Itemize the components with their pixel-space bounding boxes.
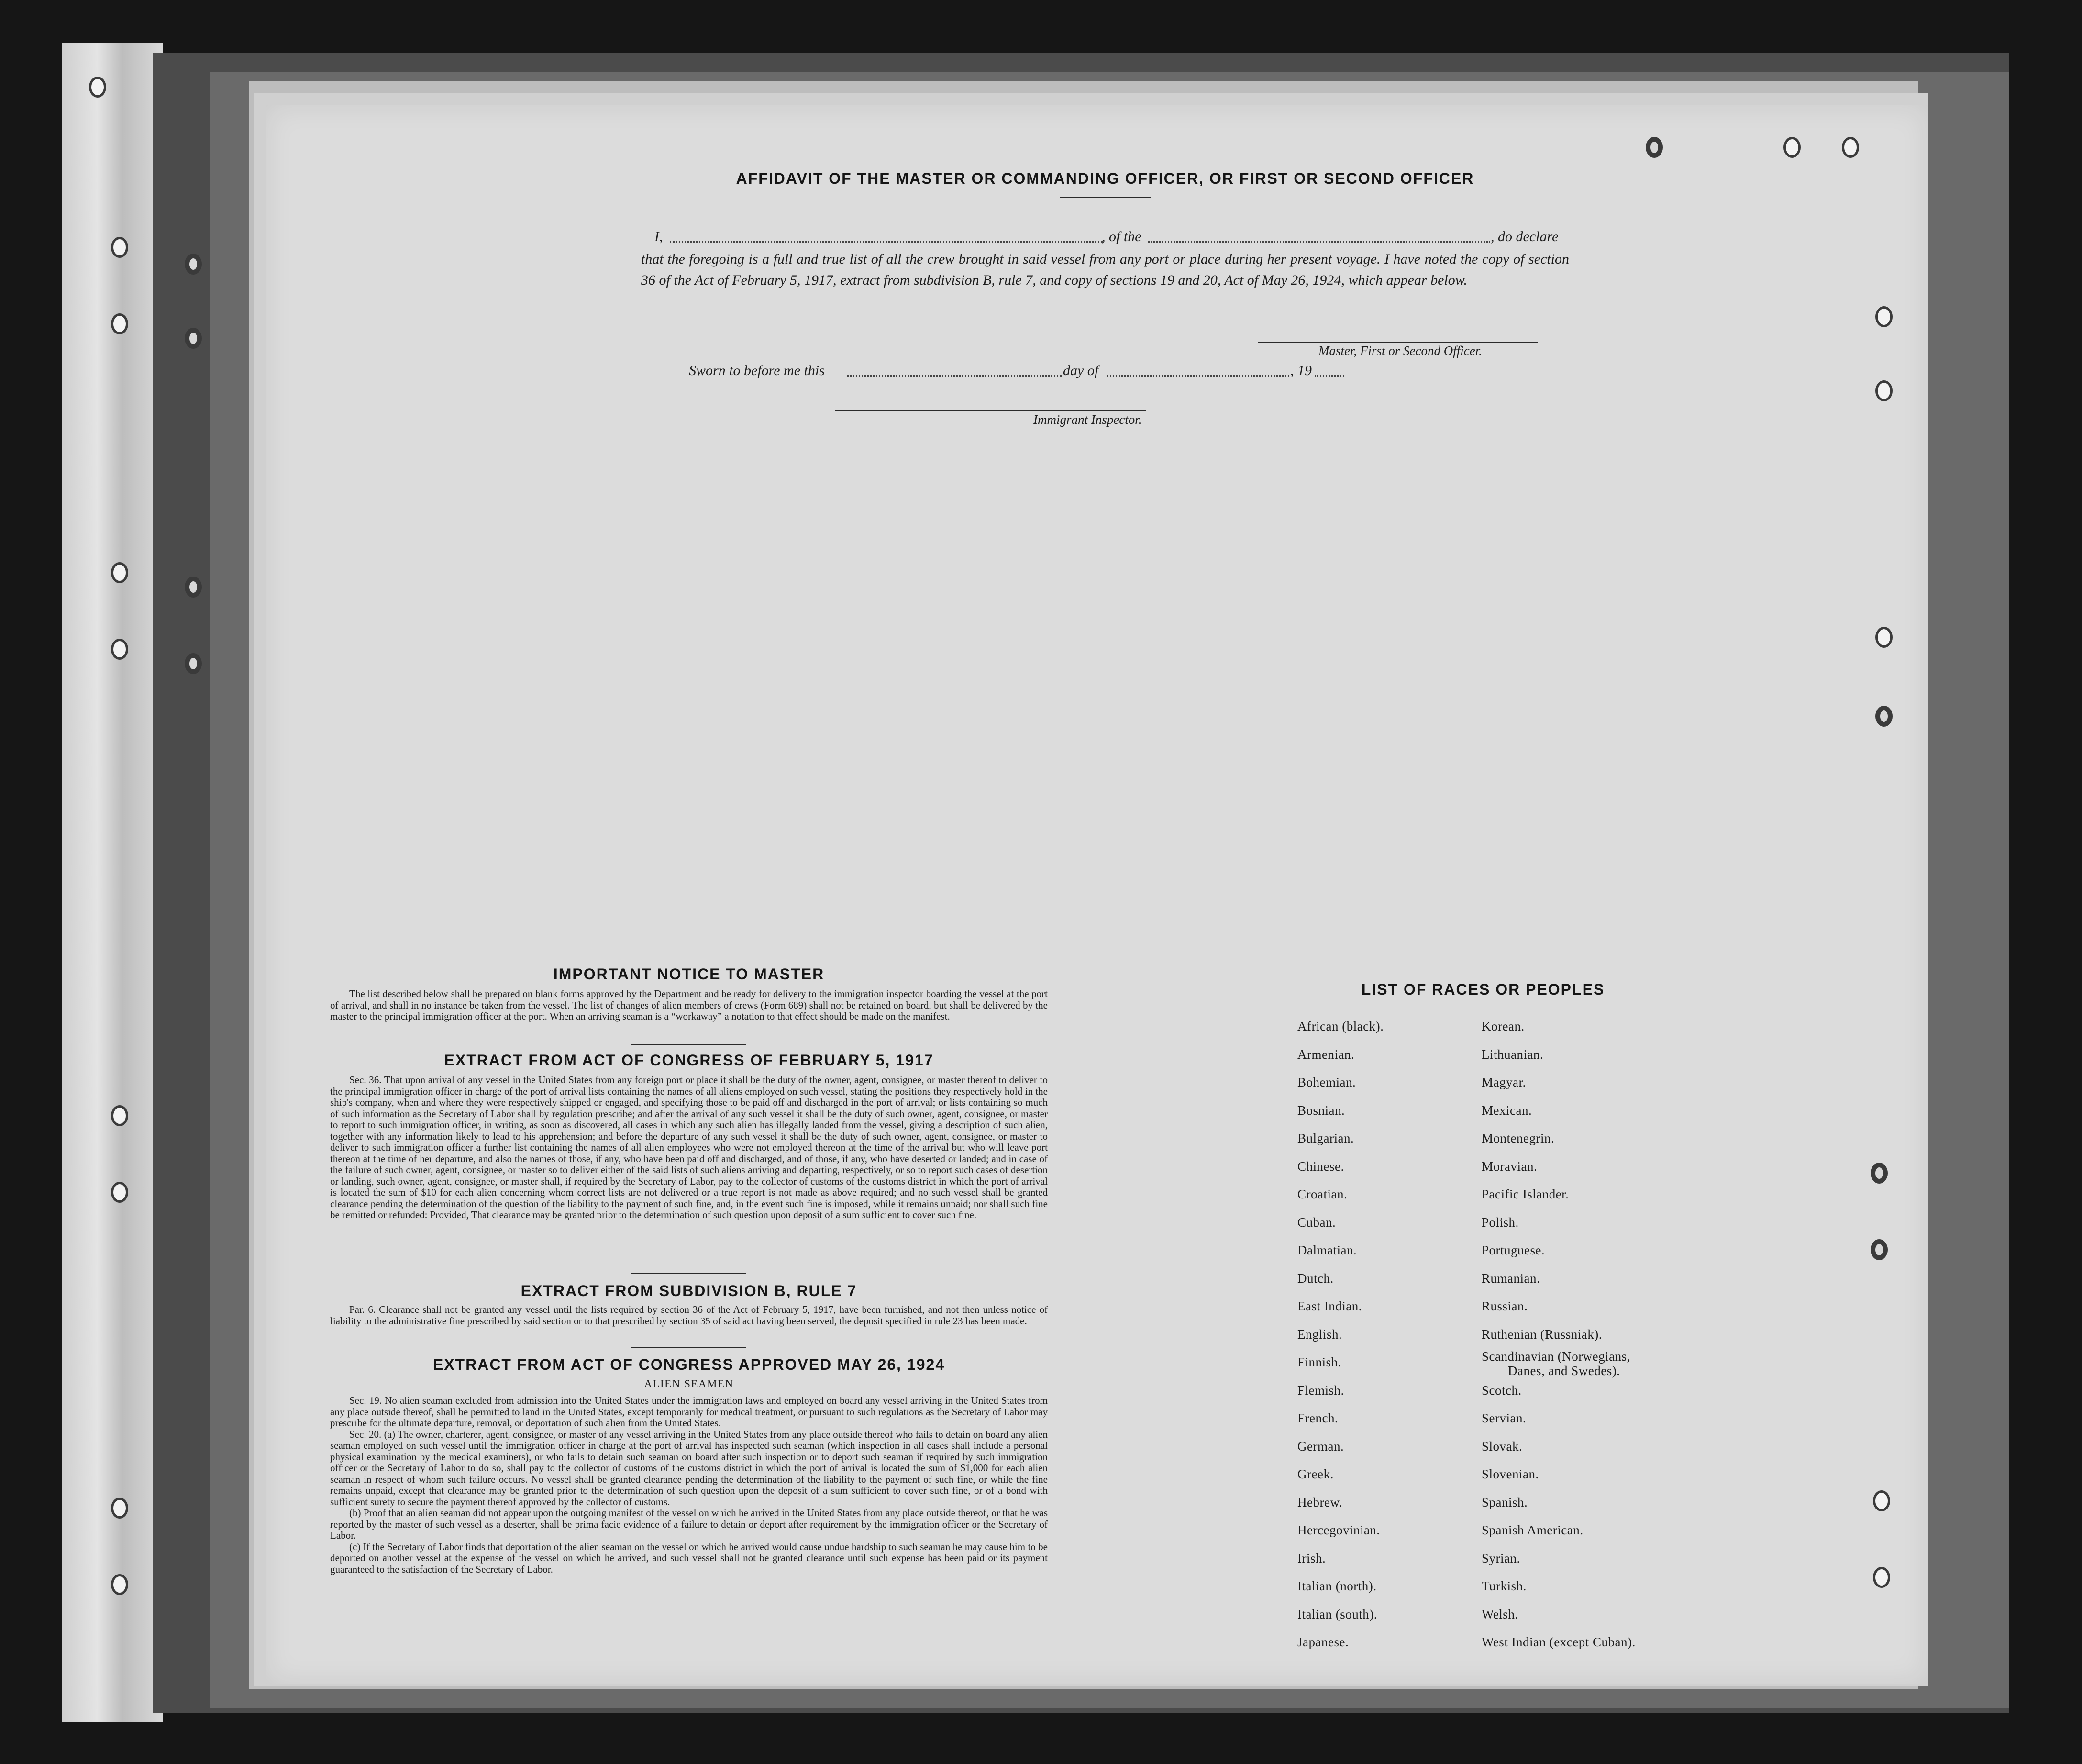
- race-right-entry: Russian.: [1482, 1299, 1528, 1313]
- race-left-entry: Italian (south).: [1297, 1607, 1377, 1621]
- punch-hole-icon: [111, 1574, 128, 1595]
- races-list: [1297, 1019, 1714, 1663]
- races-row: [1297, 1047, 1714, 1076]
- punch-hole-icon: [185, 653, 202, 674]
- master-signature-label: Master, First or Second Officer.: [1318, 344, 1482, 358]
- race-right-entry: Magyar.: [1482, 1075, 1526, 1089]
- punch-hole-icon: [1875, 306, 1893, 327]
- race-left-entry: Italian (north).: [1297, 1579, 1377, 1593]
- notice-paragraph: The list described below shall be prepared on blank forms approved by the Department and be ready for delivery to the immigration inspector boarding the vessel at the port of arrival, and shall in no instance be taken from the vessel. The list of changes of alien members of crews (Form 689) shall not be retained on board, but shall be delivered by the master to the principal immigration officer at the port. When an arriving seaman is a “workaway” a notation to that effect should be made on the manifest.: [330, 988, 1048, 1022]
- sworn-day-of-label: day of: [1063, 363, 1099, 378]
- races-row: [1297, 1271, 1714, 1299]
- punch-hole-icon: [1873, 1490, 1890, 1511]
- notice-text: [330, 988, 1048, 1022]
- extract-1917-title: EXTRACT FROM ACT OF CONGRESS OF FEBRUARY 5, 1917: [444, 1052, 934, 1069]
- punch-hole-icon: [111, 639, 128, 660]
- race-right-entry: Ruthenian (Russniak).: [1482, 1327, 1602, 1342]
- race-right-entry: Servian.: [1482, 1411, 1527, 1425]
- sworn-day-blank[interactable]: [847, 375, 1062, 377]
- race-left-entry: Flemish.: [1297, 1383, 1344, 1398]
- races-row: [1297, 1299, 1714, 1327]
- races-row: [1297, 1411, 1714, 1439]
- extract-1924-title: EXTRACT FROM ACT OF CONGRESS APPROVED MAY 26, 1924: [432, 1356, 945, 1373]
- race-right-entry: [1482, 1349, 1630, 1378]
- punch-hole-icon: [111, 562, 128, 583]
- punch-hole-icon: [89, 77, 106, 98]
- race-left-entry: Bulgarian.: [1297, 1131, 1354, 1145]
- sworn-year-blank[interactable]: [1315, 375, 1344, 377]
- race-left-entry: Cuban.: [1297, 1215, 1336, 1230]
- extract-1917-text: [330, 1075, 1048, 1221]
- notice-title: IMPORTANT NOTICE TO MASTER: [553, 965, 825, 983]
- races-row: [1297, 1243, 1714, 1271]
- race-right-entry: Welsh.: [1482, 1607, 1518, 1621]
- race-left-entry: German.: [1297, 1439, 1344, 1453]
- race-left-entry: Armenian.: [1297, 1047, 1355, 1062]
- race-left-entry: Hercegovinian.: [1297, 1523, 1380, 1537]
- vessel-blank-field[interactable]: [1148, 241, 1490, 243]
- race-left-entry: Chinese.: [1297, 1159, 1344, 1174]
- race-left-entry: East Indian.: [1297, 1299, 1362, 1313]
- race-right-entry: Slovak.: [1482, 1439, 1523, 1453]
- punch-hole-icon: [185, 577, 202, 598]
- race-right-entry: Portuguese.: [1482, 1243, 1545, 1257]
- race-left-entry: Finnish.: [1297, 1355, 1341, 1369]
- sworn-prefix: Sworn to before me this: [689, 363, 825, 378]
- races-row: [1297, 1019, 1714, 1047]
- race-right-entry: Lithuanian.: [1482, 1047, 1544, 1062]
- races-row: [1297, 1495, 1714, 1523]
- races-row: [1297, 1349, 1714, 1383]
- punch-hole-icon: [1646, 137, 1663, 158]
- affidavit-of-the-label: , of the: [1102, 229, 1141, 244]
- races-row: [1297, 1159, 1714, 1187]
- race-right-entry: Mexican.: [1482, 1103, 1532, 1118]
- races-row: [1297, 1383, 1714, 1411]
- races-row: [1297, 1131, 1714, 1159]
- race-right-entry: West Indian (except Cuban).: [1482, 1635, 1636, 1649]
- section-20c-paragraph: (c) If the Secretary of Labor finds that deportation of the alien seaman on the vessel on which he arrived would cause undue hardship to such seaman he may cause him to be deported on another vessel at the expense of the vessel on which he arrived, and such vessel shall not be granted clearance until such expense has been paid or its payment guaranteed to the satisfaction of the Secretary of Labor.: [330, 1541, 1048, 1575]
- race-right-entry: Polish.: [1482, 1215, 1519, 1230]
- rule7-title: EXTRACT FROM SUBDIVISION B, RULE 7: [520, 1282, 857, 1299]
- rule7-divider: [631, 1347, 746, 1348]
- race-right-entry: Moravian.: [1482, 1159, 1538, 1174]
- race-left-entry: Croatian.: [1297, 1187, 1348, 1201]
- affidavit-body: that the foregoing is a full and true list of all the crew brought in said vessel from any port or place during her present voyage. I have noted the copy of section 36 of the Act of February 5, 1917, extract from subdivision B, rule 7, and copy of sections 19 and 20, Act of May 26, 1924, which appear below.: [641, 251, 1569, 288]
- races-row: [1297, 1635, 1714, 1663]
- punch-hole-icon: [111, 237, 128, 258]
- race-left-entry: Dalmatian.: [1297, 1243, 1357, 1257]
- section-19-paragraph: Sec. 19. No alien seaman excluded from admission into the United States under the immigration laws and employed on board any vessel arriving in the United States from any place outside thereof, shall be permitted to land in the United States, except temporarily for medical treatment, or pursuant to such regulations as the Secretary of Labor may prescribe for the ultimate departure, removal, or deportation of such alien from the United States.: [330, 1395, 1048, 1429]
- race-right-entry: Scotch.: [1482, 1383, 1522, 1398]
- punch-hole-icon: [1873, 1567, 1890, 1588]
- races-row: [1297, 1075, 1714, 1103]
- race-left-entry: French.: [1297, 1411, 1339, 1425]
- race-right-entry: Syrian.: [1482, 1551, 1520, 1565]
- affidavit-do-declare-label: , do declare: [1491, 229, 1559, 244]
- race-right-entry: Korean.: [1482, 1019, 1525, 1033]
- punch-hole-icon: [111, 1182, 128, 1203]
- affidavit-i-label: I,: [654, 229, 663, 244]
- race-left-entry: Japanese.: [1297, 1635, 1349, 1649]
- punch-hole-icon: [111, 313, 128, 334]
- punch-hole-icon: [185, 254, 202, 275]
- rule7-text: [330, 1304, 1048, 1327]
- punch-hole-icon: [1871, 1163, 1888, 1184]
- extract-1917-divider: [631, 1273, 746, 1274]
- section-20b-paragraph: (b) Proof that an alien seaman did not appear upon the outgoing manifest of the vessel on which he arrived in the United States from any place outside thereof, or that he was reported by the master of such vessel as a deserter, shall be prima facie evidence of a failure to detain or deport after requirement by the immigration officer or the Secretary of Labor.: [330, 1507, 1048, 1541]
- par-6-paragraph: Par. 6. Clearance shall not be granted any vessel until the lists required by section 36 of the Act of February 5, 1917, have been furnished, and not then unless notice of liability to the administrative fine prescribed by said section or to that prescribed by section 35 of said act having been served, the deposit specified in rule 23 has been made.: [330, 1304, 1048, 1327]
- races-row: [1297, 1607, 1714, 1635]
- races-row: [1297, 1439, 1714, 1467]
- race-left-entry: Dutch.: [1297, 1271, 1334, 1286]
- sworn-month-blank[interactable]: [1107, 375, 1289, 377]
- punch-hole-icon: [111, 1105, 128, 1126]
- section-36-paragraph: Sec. 36. That upon arrival of any vessel in the United States from any foreign port or place it shall be the duty of the owner, agent, consignee, or master thereof to deliver to the principal immigration officer in charge of the port of arrival lists containing the names of all aliens employed on such vessel, stating the positions they respectively hold in the ship's company, when and where they were respectively shipped or engaged, and specifying those to be paid off and discharged in the port of arrival; or lists containing so much of such information as the Secretary of Labor shall by regulation prescribe; and after the arrival of any such vessel it shall be the duty of such owner, agent, consignee, or master to report to such immigration officer, in writing, as soon as discovered, all cases in which any such alien has illegally landed from the vessel, giving a description of such alien, together with any information likely to lead to his apprehension; and before the departure of any such vessel it shall be the duty of such owner, agent, consignee, or master to deliver to such immigration officer a further list containing the names of all alien employees who were not employed thereon at the time of the arrival but who will leave port thereon at the time of her departure, and also the names of those, if any, who have been paid off and discharged, and of those, if any, who have deserted or landed; and in case of the failure of such owner, agent, consignee, or master so to deliver either of the said lists of such aliens arriving and departing, respectively, or so to report such cases of desertion or landing, such owner, agent, consignee, or master shall, if required by the Secretary of Labor, pay to the collector of customs of the customs district in which the port of arrival is located the sum of $10 for each alien concerning whom correct lists are not delivered or a true report is not made as above required; and no such vessel shall be granted clearance pending the determination of the question of the liability to the payment of such fine, and, in the event such fine is imposed, while it remains unpaid; nor shall such fine be remitted or refunded: Provided, That clearance may be granted prior to the determination of such question upon deposit of a sum sufficient to cover such fine.: [330, 1074, 1048, 1220]
- races-row: [1297, 1579, 1714, 1607]
- notice-divider: [631, 1044, 746, 1045]
- races-row: [1297, 1103, 1714, 1132]
- inspector-label: Immigrant Inspector.: [1033, 412, 1142, 427]
- punch-hole-icon: [111, 1498, 128, 1519]
- races-row: [1297, 1215, 1714, 1243]
- race-left-entry: Hebrew.: [1297, 1495, 1342, 1509]
- race-right-entry: Spanish.: [1482, 1495, 1528, 1509]
- title-underline: [1060, 197, 1151, 198]
- inspector-signature-line[interactable]: [835, 410, 1146, 411]
- races-title: LIST OF RACES OR PEOPLES: [1361, 981, 1605, 998]
- race-right-entry: Rumanian.: [1482, 1271, 1540, 1286]
- punch-hole-icon: [1875, 380, 1893, 401]
- race-right-entry: Pacific Islander.: [1482, 1187, 1569, 1201]
- alien-seamen-subtitle: ALIEN SEAMEN: [644, 1378, 734, 1390]
- punch-hole-icon: [1842, 137, 1859, 158]
- punch-hole-icon: [1875, 706, 1893, 727]
- punch-hole-icon: [1871, 1239, 1888, 1260]
- race-right-entry: Slovenian.: [1482, 1467, 1539, 1481]
- races-row: [1297, 1187, 1714, 1215]
- punch-hole-icon: [1783, 137, 1801, 158]
- race-left-entry: Bosnian.: [1297, 1103, 1345, 1118]
- section-20a-paragraph: Sec. 20. (a) The owner, charterer, agent, consignee, or master of any vessel arriving in the United States from any place outside thereof who fails to detain on board any alien seaman employed on such vessel until the immigration officer in charge at the port of arrival has inspected such seaman (which inspection in all cases shall include a personal physical examination by the medical examiners), or who fails to detain such seaman on board after such inspection or to deport such seaman if required by such immigration officer or the Secretary of Labor to do so, shall pay to the collector of customs of the customs district in which the port of arrival is located the sum of $1,000 for each alien seaman in respect of whom such failure occurs. No vessel shall be granted clearance pending the determination of the liability to the payment of such fine, or while the fine remains unpaid, except that clearance may be granted prior to the determination of such question upon the deposit of a sum sufficient to cover such fine, or of a bond with sufficient surety to secure the payment thereof approved by the collector of customs.: [330, 1428, 1048, 1508]
- races-row: [1297, 1467, 1714, 1495]
- race-right-entry-line2: Danes, and Swedes).: [1508, 1364, 1620, 1378]
- race-right-entry: Montenegrin.: [1482, 1131, 1555, 1145]
- film-strip-margin: [62, 43, 163, 1722]
- races-row: [1297, 1551, 1714, 1579]
- sworn-year-label: , 19: [1290, 363, 1312, 378]
- race-left-entry: African (black).: [1297, 1019, 1384, 1033]
- race-left-entry: English.: [1297, 1327, 1342, 1342]
- extract-1924-text: [330, 1395, 1048, 1575]
- race-right-entry: Spanish American.: [1482, 1523, 1584, 1537]
- races-row: [1297, 1523, 1714, 1551]
- name-blank-field[interactable]: [670, 241, 1103, 243]
- affidavit-title: AFFIDAVIT OF THE MASTER OR COMMANDING OFFICER, OR FIRST OR SECOND OFFICER: [736, 170, 1474, 187]
- race-left-entry: Irish.: [1297, 1551, 1326, 1565]
- race-right-entry: Turkish.: [1482, 1579, 1527, 1593]
- master-signature-line[interactable]: [1258, 342, 1538, 343]
- race-right-entry-line1: Scandinavian (Norwegians,: [1482, 1349, 1630, 1364]
- punch-hole-icon: [185, 328, 202, 349]
- race-left-entry: Greek.: [1297, 1467, 1334, 1481]
- punch-hole-icon: [1875, 627, 1893, 648]
- race-left-entry: Bohemian.: [1297, 1075, 1356, 1089]
